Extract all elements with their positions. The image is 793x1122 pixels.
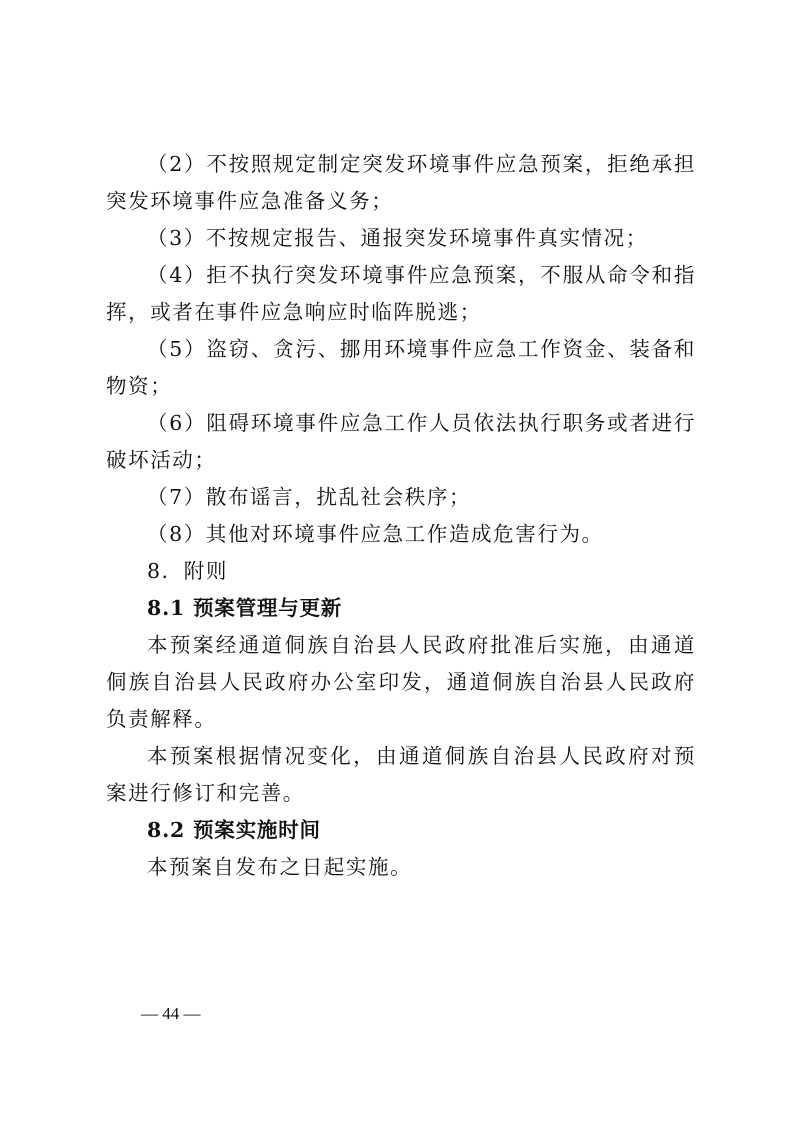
page-number: — 44 — bbox=[141, 1004, 201, 1023]
document-body bbox=[106, 146, 696, 886]
section-heading-appendix: 8．附则 bbox=[147, 559, 228, 583]
management-paragraph-2: 本预案根据情况变化，由通道侗族自治县人民政府对预案进行修订和完善。 bbox=[106, 744, 696, 805]
subsection-heading-effective-date: 8.2 预案实施时间 bbox=[147, 818, 321, 842]
clause-3: （3）不按规定报告、通报突发环境事件真实情况； bbox=[147, 226, 648, 250]
clause-7: （7）散布谣言，扰乱社会秩序； bbox=[147, 485, 472, 509]
clause-4: （4）拒不执行突发环境事件应急预案，不服从命令和指挥，或者在事件应急响应时临阵脱逃； bbox=[106, 263, 696, 324]
effective-date-paragraph: 本预案自发布之日起实施。 bbox=[147, 855, 413, 879]
subsection-heading-management: 8.1 预案管理与更新 bbox=[147, 596, 343, 620]
clause-5: （5）盗窃、贪污、挪用环境事件应急工作资金、装备和物资； bbox=[106, 337, 696, 398]
management-paragraph-1: 本预案经通道侗族自治县人民政府批准后实施，由通道侗族自治县人民政府办公室印发，通道侗族自治县人民政府负责解释。 bbox=[106, 633, 696, 731]
clause-6: （6）阻碍环境事件应急工作人员依法执行职务或者进行破坏活动； bbox=[106, 411, 696, 472]
clause-8: （8）其他对环境事件应急工作造成危害行为。 bbox=[147, 522, 604, 546]
clause-2: （2）不按照规定制定突发环境事件应急预案，拒绝承担突发环境事件应急准备义务； bbox=[106, 152, 696, 213]
